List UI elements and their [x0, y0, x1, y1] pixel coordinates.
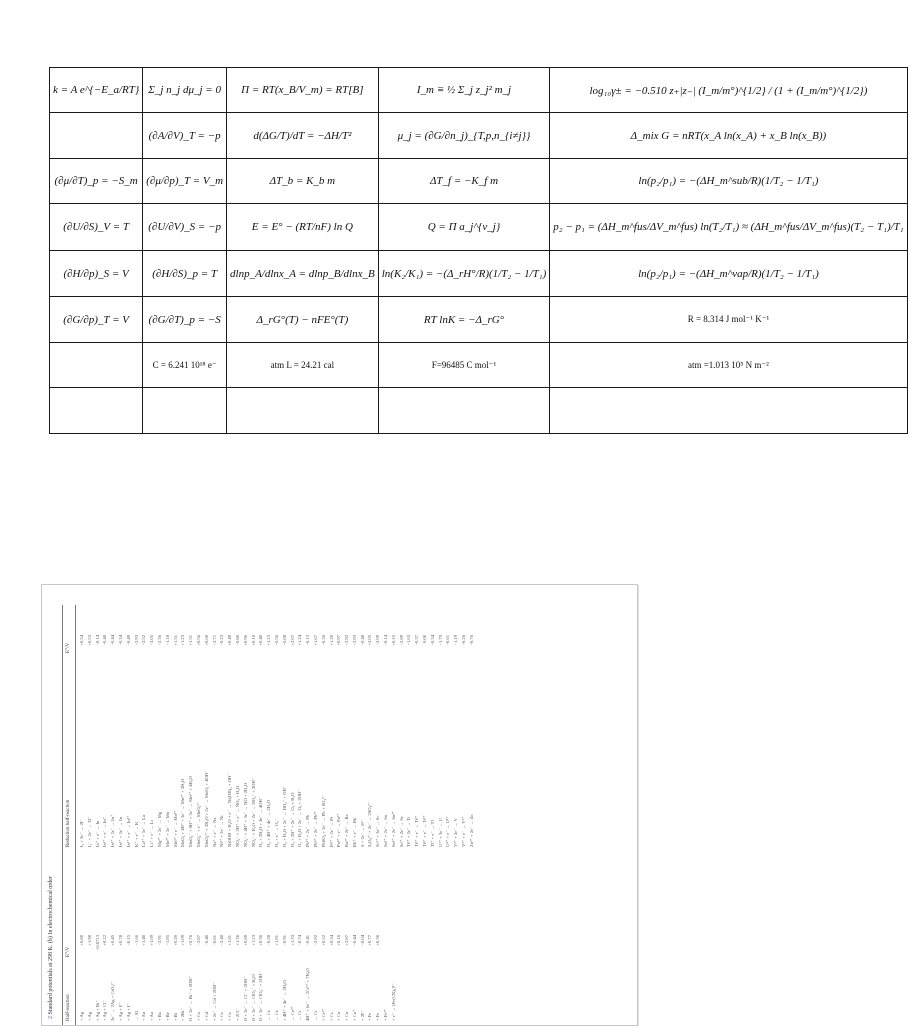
internal-energy-entropy-relation: (∂U/∂S)_V = T [50, 204, 143, 251]
potential-value: −0.81 [211, 935, 217, 946]
potential-value: −0.56 [273, 635, 279, 646]
potential-value: −2.09 [375, 635, 381, 646]
potential-value: +0.56 [195, 635, 201, 646]
potential-value: −0.14 [383, 635, 389, 646]
potential-value: +0.49 [227, 635, 233, 646]
gas-constant: R = 8.314 J mol⁻¹ K⁻¹ [550, 297, 907, 343]
half-reaction: U⁴⁺ + e⁻ → U³⁺ [445, 816, 451, 847]
internal-energy-volume-relation: (∂U/∂V)_S = −p [143, 204, 227, 251]
potential-value: +1.98 [86, 935, 92, 946]
half-reaction: + Cu [336, 1011, 342, 1021]
half-reaction: La³⁺ + 3e⁻ → La [141, 814, 147, 847]
half-reaction: → Cr [312, 1010, 318, 1021]
half-reaction: + Cd [203, 1011, 209, 1021]
half-reaction: Pb⁴⁺ + 2e⁻ → Pb²⁺ [312, 810, 318, 847]
freezing-point-depression: ΔT_f = −K_f m [378, 159, 550, 204]
potential-value: +1.69 [149, 935, 155, 946]
header-potential: E°/V [66, 642, 71, 653]
half-reaction: + Ag [86, 1011, 92, 1021]
potential-value: −0.28 [266, 935, 272, 946]
duhem-margules-equation: dlnp_A/dlnx_A = dlnp_B/dlnx_B [227, 251, 379, 297]
potential-value: −2.92 [312, 935, 318, 946]
potential-value: +1.40 [141, 935, 147, 946]
half-reaction: O₃ + H₂O + 2e⁻ → O₂ + 2OH⁻ [297, 789, 303, 847]
potential-value: +1.23 [266, 635, 272, 646]
half-reaction: Sn⁴⁺ + 2e⁻ → Sn²⁺ [390, 810, 396, 847]
half-reaction: S₂O₈²⁻ + 2e⁻ → 2SO₄²⁻ [367, 802, 373, 847]
half-reaction: + 2F⁻ [359, 1009, 365, 1021]
potential-value: −0.76 [468, 635, 474, 646]
half-reaction: In³⁺ + 2e⁻ → In⁺ [110, 814, 116, 847]
half-reaction: + Cs [328, 1012, 334, 1021]
table-cell [550, 388, 907, 434]
caption-tag: 2 [48, 1016, 54, 1019]
half-reaction: NiOOH + H₂O + e⁻ → Ni(OH)₂ + OH⁻ [227, 773, 233, 847]
potential-value: −1.85 [164, 935, 170, 946]
half-reaction: NO₃⁻ + H₂O + 2e⁻ → NO₂⁻ + 2OH⁻ [250, 777, 256, 847]
half-reaction: Na⁺ + e⁻ → Na [211, 817, 217, 847]
half-reaction: Pt²⁺ + 2e⁻ → Pt [328, 816, 334, 847]
potential-value: −0.40 [102, 635, 108, 646]
half-reaction: + Ca [195, 1012, 201, 1021]
potential-value: +1.61 [227, 935, 233, 946]
half-reaction: In⁺ + e⁻ → In [94, 820, 100, 847]
potential-value: +0.34 [328, 935, 334, 946]
potential-value: −2.89 [398, 635, 404, 646]
rotated-scan-content [42, 605, 602, 1025]
potential-value: −0.49 [125, 635, 131, 646]
potential-value: +1.23 [180, 635, 186, 646]
clapeyron-fusion-equation: p₂ − p₁ = (ΔH_m^fus/ΔV_m^fus) ln(T₂/T₁) ≈ (ΔH_m^fus/ΔV_m^fus)(T₂ − T₁)/T₁ [550, 204, 907, 251]
half-reaction: + Ba [156, 1012, 162, 1021]
potential-value: +0.60 [203, 635, 209, 646]
enthalpy-entropy-relation: (∂H/∂S)_p = T [143, 251, 227, 297]
chemical-potential-definition: μ_j = (∂G/∂n_j)_{T,p,n_{i≠j}} [378, 113, 550, 159]
potential-value: −0.34 [117, 635, 123, 646]
potential-value: −0.08 [281, 635, 287, 646]
standard-potentials-scan [41, 584, 638, 1026]
potential-value: +1.51 [172, 635, 178, 646]
potential-value: −0.41 [305, 935, 311, 946]
potential-value: −0.80 [234, 635, 240, 646]
half-reaction: In³⁺ + e⁻ → In²⁺ [125, 815, 131, 847]
atmosphere-conversion: atm =1.013 10⁵ N m⁻² [550, 343, 907, 388]
half-reaction: + e⁻ → [Fe(CN)₆]⁴⁻ [390, 983, 396, 1021]
potential-value: +1.20 [328, 635, 334, 646]
half-reaction: + Au [149, 1011, 155, 1021]
half-reaction: O₂ + 4H⁺ + 4e⁻ → 2H₂O [266, 800, 272, 847]
half-reaction: O₃ + 2H⁺ + 2e⁻ → O₂ + H₂O [289, 792, 295, 847]
table-cell [50, 343, 143, 388]
half-reaction: → Co²⁺ [289, 1006, 295, 1021]
potential-value: +0.22 [102, 935, 108, 946]
potential-value: +0.16 [336, 935, 342, 946]
potential-value: +0.45 [110, 935, 116, 946]
boiling-point-elevation: ΔT_b = K_b m [227, 159, 379, 204]
table-cell [143, 388, 227, 434]
left-reaction-column [78, 961, 398, 1021]
ionic-strength-equation: I_m ≡ ½ Σ_j z_j² m_j [378, 68, 550, 113]
table-row [50, 297, 908, 343]
chemical-potential-temperature: (∂μ/∂T)_p = −S_m [50, 159, 143, 204]
half-reaction: In²⁺ + e⁻ → In⁺ [102, 816, 108, 847]
half-reaction: + 2Br⁻ [180, 1007, 186, 1021]
half-reaction: O₂ + 2H₂O + 4e⁻ → 4OH⁻ [258, 796, 264, 847]
potential-value: −0.15 [125, 935, 131, 946]
potential-value: −0.37 [414, 635, 420, 646]
header-half-reaction: Half-reaction [66, 994, 71, 1021]
half-reaction: + Fe²⁺ [383, 1008, 389, 1021]
half-reaction: + Cu [344, 1011, 350, 1021]
scan-caption [48, 876, 54, 1019]
half-reaction: Mn²⁺ + 2e⁻ → Mn [164, 811, 170, 847]
potential-value: +1.24 [297, 635, 303, 646]
potential-value: −0.13 [305, 635, 311, 646]
half-reaction: MnO₄⁻ + 8H⁺ + 5e⁻ → Mn²⁺ + 4H₂O [188, 776, 194, 847]
potential-value: −1.18 [164, 635, 170, 646]
nernst-equation: E = E° − (RT/nF) ln Q [227, 204, 379, 251]
half-reaction: + Cu⁺ [351, 1009, 357, 1021]
half-reaction: → Cr [297, 1010, 303, 1021]
half-reaction: + Fe [367, 1012, 373, 1021]
half-reaction: + Ag [79, 1011, 84, 1021]
half-reaction: Ti⁴⁺ + e⁻ → Ti³⁺ [422, 815, 428, 847]
potential-value: +1.23 [250, 935, 256, 946]
half-reaction: 4H⁺ + 6e⁻ → 2Cr³⁺ + 7H₂O [305, 968, 311, 1021]
half-reaction: Zn²⁺ + 2e⁻ → Zn [468, 814, 474, 847]
half-reaction: O + 2e⁻ → ClO₃⁻ + H₂O [250, 974, 256, 1021]
half-reaction: Li⁺ + e⁻ → Li [149, 820, 155, 847]
half-reaction: → Co [266, 1009, 272, 1021]
potential-value: +0.10 [250, 635, 256, 646]
osmotic-pressure-equation: Π = RT(x_B/V_m) = RT[B] [227, 68, 379, 113]
potential-value: +1.67 [312, 635, 318, 646]
half-reaction: + Ag + Br⁻ [94, 999, 100, 1021]
half-reaction: O₂ + e⁻ → O₂⁻ [273, 818, 279, 847]
half-reaction: Ra²⁺ + 2e⁻ → Ra [344, 814, 350, 847]
half-reaction: Ti²⁺ + 2e⁻ → Ti [406, 816, 412, 847]
half-reaction: V³⁺ + e⁻ → V²⁺ [461, 816, 467, 847]
half-reaction: + Cr²⁺ [320, 1008, 326, 1021]
table-cell [227, 388, 379, 434]
potential-value: −1.79 [437, 635, 443, 646]
potential-value: +1.51 [188, 635, 194, 646]
potential-value: +0.89 [242, 935, 248, 946]
half-reaction: + Bi [172, 1012, 178, 1021]
table-row [50, 251, 908, 297]
half-reaction: O + 2e⁻ → Cl⁻ + 2OH⁻ [242, 976, 248, 1021]
half-reaction: NO₃⁻ + 2H⁺ + e⁻ → NO₂ + H₂O [234, 785, 240, 847]
half-reaction: O + 2e⁻ → Br⁻ + 2OH⁻ [188, 975, 194, 1021]
half-reaction: + Fe [375, 1012, 381, 1021]
potential-value: −2.36 [156, 635, 162, 646]
half-reaction: Mg²⁺ + 2e⁻ → Mg [156, 811, 162, 847]
equilibrium-constant-relation: RT lnK = −Δ_rG° [378, 297, 550, 343]
scan-header-row [62, 605, 76, 1025]
arrhenius-equation: k = A e^{−E_a/RT} [50, 68, 143, 113]
table-row [50, 343, 908, 388]
standard-reaction-gibbs-emf: Δ_rG°(T) − nFE°(T) [227, 297, 379, 343]
potential-value: +0.97 [336, 635, 342, 646]
potential-value: −2.48 [219, 935, 225, 946]
half-reaction: + Ag + Cl⁻ [102, 1000, 108, 1021]
potential-value: +0.76 [188, 935, 194, 946]
right-potential-column [78, 635, 476, 665]
potential-value: −1.63 [406, 635, 412, 646]
half-reaction: + Ag + I⁻ [125, 1003, 131, 1021]
sublimation-clausius-clapeyron: ln(p₂/p₁) = −(ΔH_m^sub/R)(1/T₂ − 1/T₁) [550, 159, 907, 204]
half-reaction: Rb⁺ + e⁻ → Rb [351, 817, 357, 847]
table-cell [50, 113, 143, 159]
potential-value: +0.77 [367, 935, 373, 946]
half-reaction: Pb²⁺ + 2e⁻ → Pb [305, 814, 311, 847]
potential-value: +0.78 [117, 935, 123, 946]
reaction-quotient: Q = Π a_j^{ν_j} [378, 204, 550, 251]
potential-value: −0.91 [281, 935, 287, 946]
table-row [50, 204, 908, 251]
potential-value: +0.15 [390, 635, 396, 646]
helmholtz-pressure-relation: (∂A/∂V)_T = −p [143, 113, 227, 159]
potential-value: +1.33 [289, 935, 295, 946]
potential-value: −0.34 [429, 635, 435, 646]
potential-value: −2.52 [141, 635, 147, 646]
left-potential-column [78, 935, 382, 957]
gibbs-helmholtz-equation: d(ΔG/T)/dT = −ΔH/T² [227, 113, 379, 159]
potential-value: +0.54 [79, 635, 84, 646]
half-reaction: 2e⁻ → 2Ag + CrO₄²⁻ [110, 981, 116, 1021]
half-reaction: I₃⁻ + 2e⁻ → 3I⁻ [86, 816, 92, 847]
enthalpy-pressure-relation: (∂H/∂p)_S = V [50, 251, 143, 297]
potential-value: +2.07 [289, 635, 295, 646]
potential-value: −2.71 [211, 635, 217, 646]
coulomb-conversion: C = 6.241 10¹⁸ e⁻ [143, 343, 227, 388]
half-reaction: Sn²⁺ + 2e⁻ → Sn [383, 814, 389, 847]
half-reaction: I₂ + 2e⁻ → 2I⁻ [79, 819, 84, 847]
half-reaction: Pu⁴⁺ + e⁻ → Pu³⁺ [336, 813, 342, 847]
potential-value: −0.61 [445, 635, 451, 646]
potential-value: +2.87 [344, 935, 350, 946]
gibbs-energy-of-mixing: Δ_mix G = nRT(x_A ln(x_A) + x_B ln(x_B)) [550, 113, 907, 159]
potential-value: +2.05 [367, 635, 373, 646]
half-reaction: O + 2e⁻ → ClO₄⁻ + 2OH⁻ [258, 971, 264, 1021]
formula-sheet-table [49, 67, 908, 434]
potential-value: −0.04 [359, 935, 365, 946]
potential-value: +0.53 [86, 635, 92, 646]
table-row [50, 68, 908, 113]
half-reaction: + Ce [227, 1012, 233, 1021]
half-reaction: Sc³⁺ + 3e⁻ → Sc [375, 815, 381, 847]
potential-value: −0.44 [351, 935, 357, 946]
potential-value: −0.23 [219, 635, 225, 646]
half-reaction: Sr²⁺ + 2e⁻ → Sr [398, 816, 404, 847]
potential-value: +0.36 [258, 935, 264, 946]
potential-value: −2.93 [133, 635, 139, 646]
half-reaction: + 2e⁻ → Cd + 2OH⁻ [211, 982, 217, 1021]
vant-hoff-equation: ln(K₂/K₁) = −(Δ_rH°/R)(1/T₂ − 1/T₁) [378, 251, 550, 297]
potential-value: −0.36 [320, 635, 326, 646]
half-reaction: O₂ + H₂O + 2e⁻ → HO₂⁻ + OH⁻ [281, 785, 287, 847]
half-reaction: + Be [164, 1012, 170, 1021]
half-reaction: K⁺ + e⁻ → K [133, 821, 139, 847]
table-cell [378, 388, 550, 434]
half-reaction: + Ce [219, 1012, 225, 1021]
half-reaction: NO₃⁻ + 4H⁺ + 3e⁻ → NO + 2H₂O [242, 782, 248, 847]
potential-value: −0.40 [203, 935, 209, 946]
atm-litre-conversion: atm L = 24.21 cal [227, 343, 379, 388]
half-reaction: V²⁺ + 2e⁻ → V [453, 818, 459, 847]
right-reaction-column [78, 697, 476, 847]
potential-value: −0.44 [110, 635, 116, 646]
potential-value: +0.52 [320, 935, 326, 946]
potential-value: 0.00 [422, 635, 428, 644]
half-reaction: + Ag + F⁻ [117, 1002, 123, 1021]
potential-value: −1.66 [133, 935, 139, 946]
potential-value: +0.80 [79, 935, 84, 946]
potential-value: −3.05 [149, 635, 155, 646]
potential-value: −2.91 [156, 935, 162, 946]
potential-value: +1.09 [180, 935, 186, 946]
caption-text: Standard potentials at 298 K. (b) In electrochemical order [48, 876, 54, 1015]
table-row [50, 388, 908, 434]
half-reaction: + 2Cl⁻ [234, 1008, 240, 1021]
debye-huckel-equation: log₁₀γ± = −0.510 z₊|z₋| (I_m/m°)^{1/2} / (1 + (I_m/m°)^{1/2}) [550, 68, 907, 113]
half-reaction: → Al [133, 1010, 139, 1021]
potential-value: −0.74 [297, 935, 303, 946]
gibbs-pressure-relation: (∂G/∂p)_T = V [50, 297, 143, 343]
potential-value: +0.0713 [94, 935, 100, 951]
vaporization-clausius-clapeyron: ln(p₂/p₁) = −(ΔH_m^vap/R)(1/T₂ − 1/T₁) [550, 251, 907, 297]
potential-value: −2.93 [351, 635, 357, 646]
half-reaction: → Co [273, 1009, 279, 1021]
header-potential: E°/V [66, 946, 71, 957]
half-reaction: Mn³⁺ + e⁻ → Mn²⁺ [172, 810, 178, 847]
half-reaction: MnO₄⁻ + e⁻ → MnO₄²⁻ [195, 801, 201, 847]
header-reduction-half-reaction: Reduction half-reaction [66, 799, 71, 847]
potential-value: −0.26 [461, 635, 467, 646]
table-row [50, 159, 908, 204]
half-reaction: PbSO₄ + 2e⁻ → Pb + SO₄²⁻ [320, 795, 326, 847]
gibbs-duhem-equation: Σ_j n_j dμ_j = 0 [143, 68, 227, 113]
table-row [50, 113, 908, 159]
potential-value: −0.14 [94, 635, 100, 646]
half-reaction: U³⁺ + 3e⁻ → U [437, 818, 443, 847]
table-cell [50, 388, 143, 434]
half-reaction: Ni²⁺ + 2e⁻ → Ni [219, 815, 225, 847]
half-reaction: Tl⁺ + e⁻ → Tl [429, 820, 435, 847]
gibbs-temperature-relation: (∂G/∂T)_p = −S [143, 297, 227, 343]
half-reaction: + 4H⁺ + 4e⁻ → 2H₂O [281, 980, 287, 1021]
half-reaction: MnO₂ + 4H⁺ + 2e⁻ → Mn²⁺ + 2H₂O [180, 778, 186, 847]
half-reaction: In³⁺ + 3e⁻ → In [117, 817, 123, 847]
potential-value: +1.36 [234, 935, 240, 946]
potential-value: +0.96 [242, 635, 248, 646]
chemical-potential-pressure: (∂μ/∂p)_T = V_m [143, 159, 227, 204]
half-reaction: Ti³⁺ + e⁻ → Ti²⁺ [414, 815, 420, 847]
half-reaction: + Au [141, 1011, 147, 1021]
potential-value: −2.92 [344, 635, 350, 646]
potential-value: +1.81 [273, 935, 279, 946]
potential-value: +0.36 [375, 935, 381, 946]
potential-value: −1.19 [453, 635, 459, 646]
half-reaction: S + 2e⁻ → S²⁻ [359, 819, 365, 847]
faraday-constant: F=96485 C mol⁻¹ [378, 343, 550, 388]
half-reaction: MnO₄²⁻ + 2H₂O + 2e⁻ → MnO₂ + 4OH⁻ [203, 770, 209, 847]
potential-value: +0.40 [258, 635, 264, 646]
potential-value: −2.87 [195, 935, 201, 946]
potential-value: −0.48 [359, 635, 365, 646]
potential-value: +0.20 [172, 935, 178, 946]
